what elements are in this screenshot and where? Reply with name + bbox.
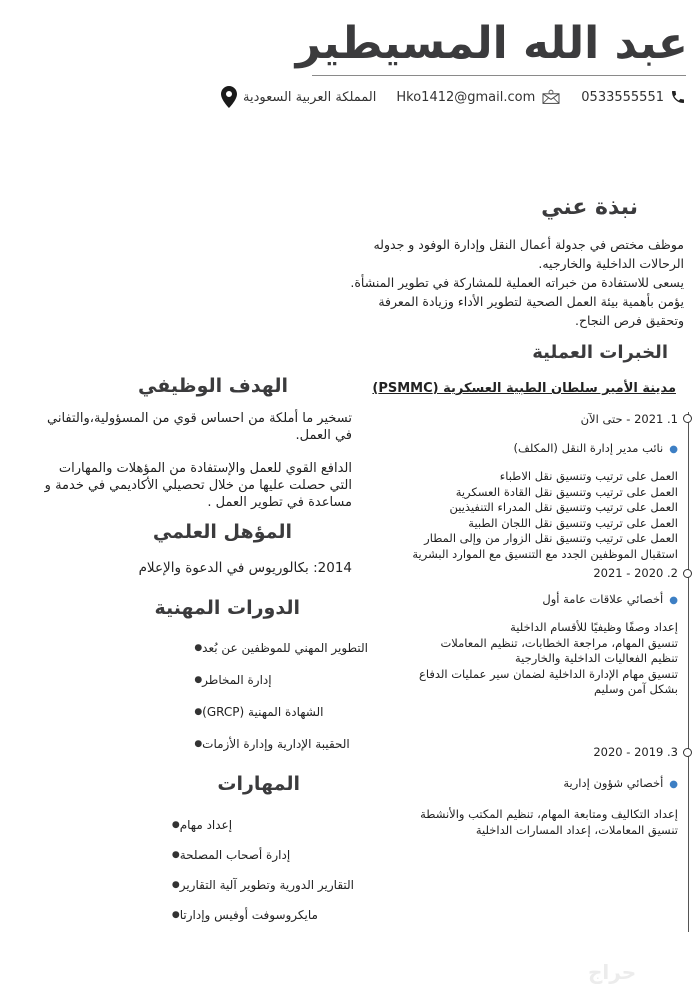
role-title: أخصائي شؤون إدارية bbox=[563, 776, 664, 790]
course-item: ● الشهادة المهنية (GRCP) bbox=[194, 705, 324, 719]
duty-item: بشكل آمن وسليم bbox=[593, 682, 678, 696]
header-divider bbox=[312, 75, 686, 76]
skill-item: ● التقارير الدورية وتطوير آلية التقارير bbox=[171, 878, 354, 892]
phone-icon bbox=[670, 89, 686, 105]
experience-duties bbox=[420, 807, 678, 838]
experience-period: 3. 2019 - 2020 bbox=[593, 745, 678, 759]
about-paragraph: موظف مختص في جدولة أعمال النقل وإدارة الوفود و جدوله الرحالات الداخلية والخارجيه. bbox=[373, 237, 684, 271]
about-paragraph: يؤمن بأهمية بيئة العمل الصحية لتطوير الأداء وزيادة المعرفة وتحقيق فرص النجاح. bbox=[378, 294, 684, 328]
timeline-node bbox=[683, 414, 692, 423]
duty-item: تنسيق مهام الإدارة الداخلية لضمان سير عمليات الدفاع bbox=[418, 666, 678, 681]
course-item: ● إدارة المخاطر bbox=[194, 673, 272, 687]
resume-name: عبد الله المسيطير bbox=[295, 18, 688, 69]
contact-bar bbox=[221, 86, 686, 108]
experience-role bbox=[563, 776, 678, 790]
phone-number: 0533555551 bbox=[581, 89, 664, 105]
map-pin-icon bbox=[221, 86, 237, 108]
duty-item: تنسيق المهام، مراجعة الخطابات، تنظيم المعاملات bbox=[440, 635, 678, 650]
duty-item: العمل على ترتيب وتنسيق نقل القادة العسكرية bbox=[455, 484, 678, 499]
experience-period: 1. 2021 - حتى الآن bbox=[580, 412, 678, 426]
skills-list bbox=[162, 810, 354, 930]
duty-item: تنسيق المعاملات، إعداد المسارات الداخلية bbox=[475, 822, 678, 837]
objective-paragraph: تسخير ما أملكة من احساس قوي من المسؤولية،والتفاني في العمل. bbox=[47, 411, 352, 443]
objective-heading: الهدف الوظيفي bbox=[138, 375, 288, 397]
bullet-icon: ● bbox=[194, 739, 203, 749]
objective-paragraph: الدافع القوي للعمل والإستفادة من المؤهلات والمهارات التي حصلت عليها من خلال تحصيلي الأكاديمي في خدمة و مساعدة في تطوير العمل . bbox=[44, 461, 352, 510]
experience-duties bbox=[419, 620, 678, 698]
skills-heading: المهارات bbox=[217, 773, 300, 795]
experience-role bbox=[514, 441, 678, 455]
bullet-icon: ● bbox=[171, 880, 180, 890]
duty-item: العمل على ترتيب وتنسيق نقل الزوار من وإلى المطار bbox=[424, 531, 678, 545]
bullet-icon: ● bbox=[669, 444, 678, 455]
organization-name: مدينة الأمير سلطان الطبية العسكرية (PSMMC) bbox=[372, 381, 676, 396]
education-text: 2014: بكالوريوس في الدعوة والإعلام bbox=[138, 560, 352, 576]
bullet-icon: ● bbox=[194, 643, 203, 653]
duty-item: إعداد التكاليف ومتابعة المهام، تنظيم المكتب والأنشطة bbox=[420, 807, 678, 821]
duty-item: تنظيم الفعاليات الداخلية والخارجية bbox=[514, 651, 678, 665]
about-heading: نبذة عني bbox=[541, 195, 638, 220]
duty-item: إعداد وصفًا وظيفيًا للأقسام الداخلية bbox=[510, 620, 678, 634]
skill-item: ● إدارة أصحاب المصلحة bbox=[171, 848, 291, 862]
duty-item: العمل على ترتيب وتنسيق نقل الاطباء bbox=[499, 469, 678, 483]
experience-duties bbox=[412, 469, 678, 562]
education-heading: المؤهل العلمي bbox=[152, 521, 292, 543]
about-paragraph: يسعى للاستفادة من خبراته العملية للمشاركة في تطوير المنشأة. bbox=[350, 275, 684, 290]
duty-item: العمل على ترتيب وتنسيق نقل المدراء التنفيذيين bbox=[449, 500, 678, 514]
about-text bbox=[344, 235, 684, 330]
course-item: ● التطوير المهني للموظفين عن بُعد bbox=[194, 641, 368, 655]
experience-role bbox=[542, 592, 678, 606]
course-item: ● الحقيبة الإدارية وإدارة الأزمات bbox=[194, 737, 350, 751]
location-text: المملكة العربية السعودية bbox=[243, 89, 377, 105]
email-address: Hko1412@gmail.com bbox=[396, 89, 536, 105]
bullet-icon: ● bbox=[171, 820, 180, 830]
bullet-icon: ● bbox=[669, 595, 678, 606]
courses-heading: الدورات المهنية bbox=[154, 597, 300, 619]
bullet-icon: ● bbox=[171, 910, 180, 920]
objective-text bbox=[42, 410, 352, 527]
duty-item: استقبال الموظفين الجدد مع التنسيق مع الموارد البشرية bbox=[412, 546, 678, 561]
role-title: أخصائي علاقات عامة أول bbox=[542, 592, 664, 606]
bullet-icon: ● bbox=[669, 779, 678, 790]
bullet-icon: ● bbox=[171, 850, 180, 860]
bullet-icon: ● bbox=[194, 675, 203, 685]
watermark-logo: حراج bbox=[588, 960, 637, 984]
experience-period: 2. 2020 - 2021 bbox=[593, 566, 678, 580]
skill-item: ● مايكروسوفت أوفيس وإدارتا bbox=[171, 908, 318, 922]
experience-heading: الخبرات العملية bbox=[532, 342, 668, 363]
timeline-node bbox=[683, 748, 692, 757]
skill-item: ● إعداد مهام bbox=[171, 818, 233, 832]
courses-list bbox=[184, 632, 368, 760]
timeline-line bbox=[688, 412, 689, 932]
envelope-icon bbox=[541, 89, 561, 105]
duty-item: العمل على ترتيب وتنسيق نقل اللجان الطبية bbox=[468, 515, 678, 530]
bullet-icon: ● bbox=[194, 707, 203, 717]
role-title: نائب مدير إدارة النقل (المكلف) bbox=[513, 441, 664, 455]
timeline-node bbox=[683, 569, 692, 578]
